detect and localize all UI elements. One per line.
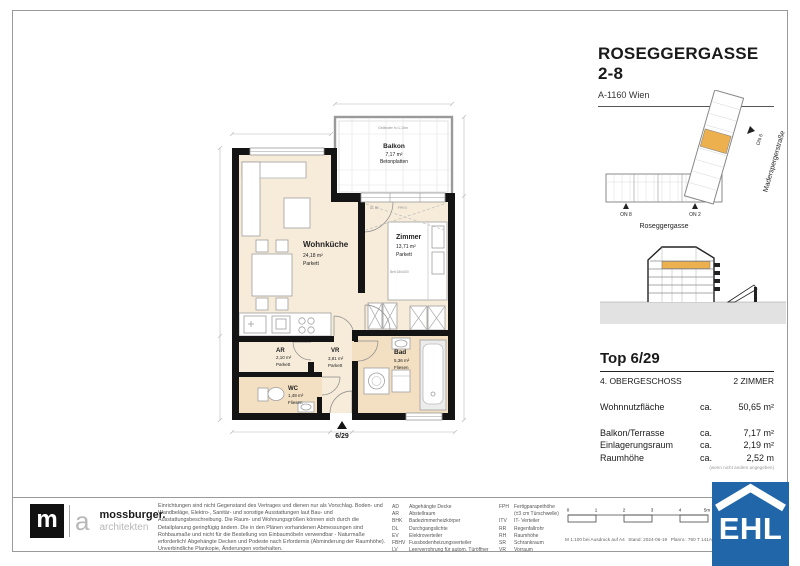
room-floor-ar: Parkett: [276, 362, 291, 367]
room-floor-bad: Fliesen: [394, 365, 409, 370]
entrance-marker: [335, 421, 349, 440]
architect-logo: [30, 504, 166, 538]
ehl-wordmark: EHL: [718, 511, 783, 546]
door-fph-note: FPH 0: [398, 206, 408, 210]
unit-rooms: 2 ZIMMER: [733, 376, 774, 386]
railing-note: Geländer h=1,10m: [378, 126, 408, 130]
building-section: [598, 238, 790, 336]
unit-info-block: [600, 350, 774, 470]
svg-text:3: 3: [650, 507, 654, 513]
page-subtitle: A-1160 Wien: [598, 90, 650, 100]
room-floor-zimmer: Parkett: [396, 252, 412, 258]
svg-text:0: 0: [566, 507, 570, 513]
architect-name: mossburger.: [99, 509, 166, 521]
room-label-zimmer: Zimmer: [396, 234, 422, 241]
bed-note: Bett 180x200: [390, 270, 409, 274]
balcony: [335, 117, 452, 196]
svg-text:2: 2: [622, 507, 626, 513]
site-plan: [598, 90, 790, 236]
logo-a-icon: a: [75, 506, 90, 536]
room-label-bad: Bad: [394, 349, 407, 356]
plan-number: Plannr.: 760 T 141A: [670, 537, 712, 542]
room-label-wc: WC: [288, 386, 298, 392]
room-floor-wc: Fliesen: [288, 400, 303, 405]
page-title: ROSEGGERGASSE 2-8: [598, 44, 759, 83]
abbreviations-column-2: FPH Fertigparapethöhe (±3 cm Türschwelle) ITV IT- Verteiler RR Regenfallrohr RH Raumhöhe SR Schrankraum VR Vorraum: [499, 504, 559, 554]
room-label-wohnkueche: Wohnküche: [303, 240, 349, 249]
scale-bar: [565, 506, 715, 526]
room-label-balkon: Balkon: [383, 143, 405, 150]
unit-note: (wenn nicht anders angegeben): [709, 465, 774, 470]
street-maderspergerstrasse: Maderspergerstraße: [762, 130, 787, 194]
room-label-vr: VR: [331, 348, 340, 354]
metric-wohnnutzflaeche: Wohnnutzfläche ca. 50,65 m²: [600, 402, 774, 412]
metric-einlagerungsraum: Einlagerungsraum ca. 2,19 m²: [600, 440, 774, 450]
svg-text:ON 6: ON 6: [755, 133, 765, 147]
entrance-number: 6/29: [335, 433, 349, 440]
room-area-balkon: 7,17 m²: [385, 152, 403, 158]
svg-text:1: 1: [594, 507, 598, 513]
ramp: [728, 285, 757, 302]
footer-divider: [12, 497, 788, 498]
room-area-bad: 5,36 m²: [394, 358, 410, 363]
room-floor-wohnkueche: Parkett: [303, 261, 319, 267]
room-area-ar: 2,10 m²: [276, 355, 292, 360]
unit-floor: 4. OBERGESCHOSS: [600, 376, 682, 386]
svg-text:ON 8: ON 8: [620, 212, 632, 218]
ehl-roof-icon: [712, 482, 789, 512]
logo-m-icon: m: [30, 504, 64, 538]
entrance-on8: [620, 203, 632, 218]
room-area-wc: 1,49 m²: [288, 393, 304, 398]
entrance-on2: [689, 203, 701, 218]
ehl-logo: [712, 482, 789, 566]
metric-raumhoehe: Raumhöhe ca. 2,52 m: [600, 452, 774, 463]
door-dl-note: DL 80: [370, 206, 379, 210]
metric-balkon-terrasse: Balkon/Terrasse ca. 7,17 m²: [600, 427, 774, 438]
room-area-zimmer: 13,71 m²: [396, 244, 416, 250]
svg-text:ON 2: ON 2: [689, 212, 701, 218]
plan-date: Stand: 2024-06-19: [628, 537, 668, 542]
unit-title: Top 6/29: [600, 350, 774, 372]
entrance-on6: [747, 126, 765, 146]
svg-text:4: 4: [678, 507, 682, 513]
room-area-wohnkueche: 24,18 m²: [303, 253, 323, 259]
abbreviations-column-1: AD Abgehängte Decke AR Abstellraum BHK Badezimmerheizkörper DL Durchgangslichte EV Elektroverteiler FBHV Fussbodenheizungsverteiler LV Leerverrohrung für autom. Türöffner: [392, 504, 489, 554]
print-scale-note: M 1:100 bei Ausdruck auf A4: [565, 537, 625, 542]
street-roseggergasse: Roseggergasse: [639, 223, 689, 230]
room-floor-vr: Parkett: [328, 363, 343, 368]
architect-profession: architekten: [99, 522, 149, 533]
room-label-ar: AR: [276, 348, 285, 354]
plan-notes: [565, 537, 712, 542]
svg-text:5m: 5m: [703, 507, 711, 513]
room-floor-balkon: Betonplatten: [379, 159, 409, 165]
legal-disclaimer: Einrichtungen sind nicht Gegenstand des Vertrages und dienen nur als Vorschlag. Boden- und Wandbeläge, Elektro-, Sanitär- und sonstige Ausstattungen laut Bau- und Ausstattungsbeschreibung. Die Raum- und Wohnungsgrößen können sich durch die Detailplanung geringfügig ändern. Die in den Plänen vorhandenen Abmessungen sind Rohbaumaße und nicht für die Bestellung von Einbaumöbeln verwendbar - Naturmaße erforderlich! Abgehängte Decken und Podeste nach Erfordernis (Abminderung der Raumhöhe). Unverbindliche Plankopie, Änderungen vorbehalten.: [158, 503, 386, 553]
logo-divider: [69, 505, 70, 537]
floorplan-drawing: [208, 92, 480, 452]
room-area-vr: 3,81 m²: [328, 356, 344, 361]
highlighted-floor: [662, 262, 710, 269]
